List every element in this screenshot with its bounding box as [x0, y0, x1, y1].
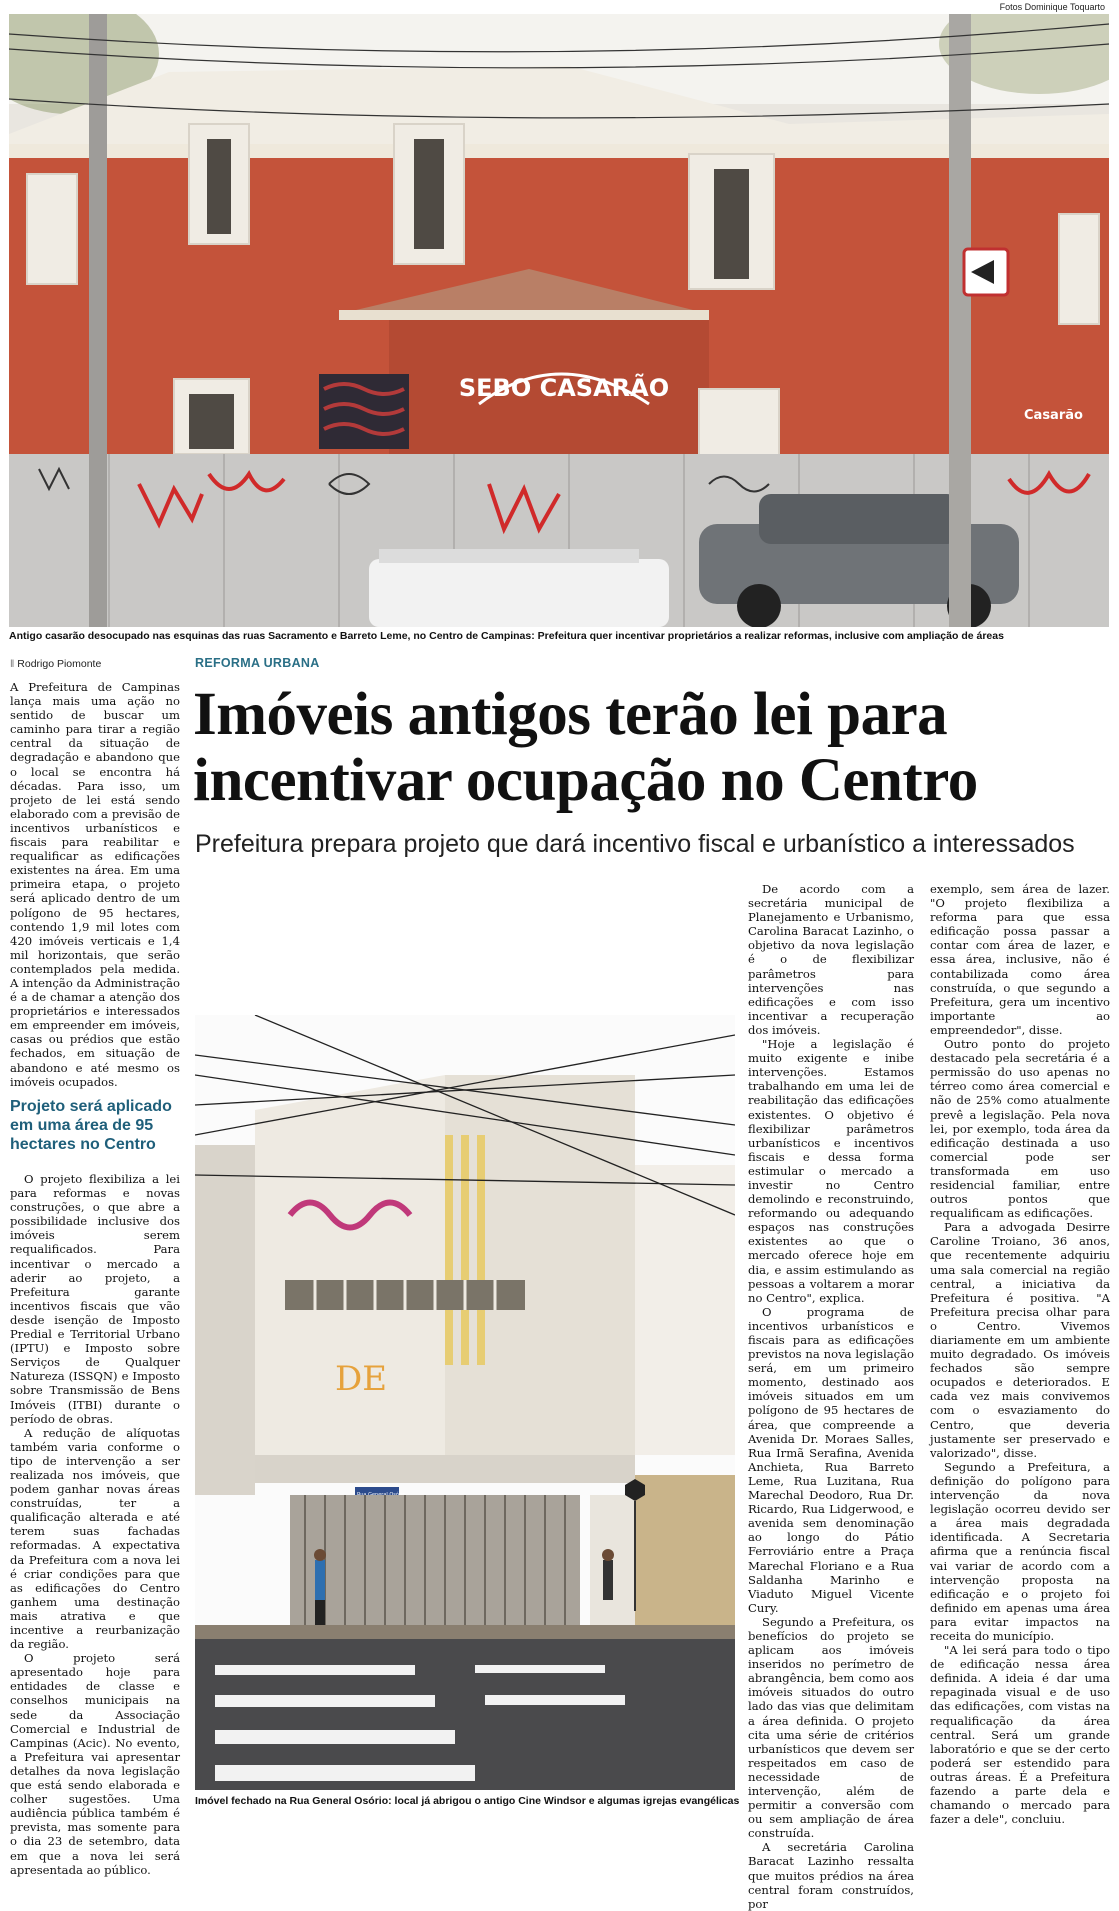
paragraph: Outro ponto do projeto destacado pela secretária é a permissão do uso apenas no térreo como área comercial e não de 25% como atualmente prevê a legislação. Pela nova lei, por exemplo, toda área da edificação destinada a uso comercial pode ser transformada em uso residencial familiar, entre outros pontos que requalificam as edificações. [930, 1037, 1110, 1221]
byline-marker: ‖ [10, 658, 18, 670]
de-letters: DE [335, 1359, 388, 1399]
paragraph: O projeto será apresentado hoje para entidades de classe e conselhos municipais na sede da Associação Comercial e Industrial de Campinas (Acic). No evento, a Prefeitura vai apresentar detalhes da nova legislação que está sendo elaborada e colher sugestões. Uma audiência pública também é prevista, mas somente para o dia 23 de setembro, data em que a nova lei será apresentada ao público. [10, 1651, 180, 1877]
section-kicker: REFORMA URBANA [195, 656, 320, 670]
paragraph: A redução de alíquotas também varia conforme o tipo de intervenção a ser realizada nos imóveis, que podem ganhar novas áreas construídas, ter a qualificação alterada e até terem suas fachadas reformadas. A expectativa da Prefeitura com a nova lei é criar condições para que as edificações do Centro ganhem uma destinação mais atrativa e que incentive a reurbanização da região. [10, 1425, 180, 1652]
paragraph: O programa de incentivos urbanísticos e fiscais para as edificações previstos na nova legislação será, em um primeiro momento, destinado aos imóveis situados em um polígono de 95 hectares de área, que compreende a Avenida Dr. Moraes Salles, Rua Irmã Serafina, Avenida Anchieta, Rua Barreto Leme, Rua Luzitana, Rua Marechal Deodoro, Rua Dr. Ricardo, Rua Lidgerwood, e avenida sem denominação ao longo do Pátio Ferroviário entre a Praça Marechal Floriano e a Rua Saldanha Marinho e Viaduto Miguel Vicente Cury. [748, 1304, 914, 1615]
subheadline: Prefeitura prepara projeto que dará incentivo fiscal e urbanístico a interessados [195, 830, 1075, 858]
sebo-sign: SEBO CASARÃO [458, 374, 670, 402]
byline-author: Rodrigo Piomonte [17, 658, 102, 670]
paragraph: exemplo, sem área de lazer. "O projeto flexibiliza a reforma para que essa edificação possa passar a contar com área de lazer, e essa área, inclusive, não é contabilizada como área construída, o que segundo a Prefeitura, gera um incentivo importante ao empreendedor", disse. [930, 882, 1110, 1037]
bottom-photo-caption: Imóvel fechado na Rua General Osório: local já abrigou o antigo Cine Windsor e algumas igrejas evangélicas [195, 1795, 740, 1807]
photo-credit: Fotos Dominique Toquarto [999, 2, 1105, 12]
paragraph: Segundo a Prefeitura, a definição do polígono para intervenção da nova legislação ocorreu devido ser a área mais degradada identificada. A Secretaria afirma que a renúncia fiscal vai variar de acordo com a intervenção proposta na edificação e o projeto foi definido em apenas uma área para evitar impactos na receita do município. [930, 1459, 1110, 1643]
top-photo-caption: Antigo casarão desocupado nas esquinas das ruas Sacramento e Barreto Leme, no Centro de Campinas: Prefeitura quer incentivar proprietários a realizar reformas, inclusive com ampliação de áreas [9, 630, 1004, 642]
paragraph: Segundo a Prefeitura, os benefícios do projeto se aplicam aos imóveis inseridos no perímetro de abrangência, bem como aos imóveis situados do outro lado das vias que delimitam a área definida. O projeto cita uma série de critérios urbanísticos que devem ser respeitados em caso de necessidade de intervenção, além de permitir a conversão com ou sem ampliação de área construída. [748, 1614, 914, 1841]
paragraph: Para a advogada Desirre Caroline Troiano, 36 anos, que recentemente adquiriu uma sala comercial na região central, a iniciativa da Prefeitura é positiva. "A Prefeitura precisa olhar para o Centro. Vivemos diariamente em um ambiente muito degradado. Os imóveis fechados são sempre ocupados e deteriorados. E cada vez mais convivemos com o esvaziamento do Centro, que deveria justamente ser preservado e valorizado", disse. [930, 1220, 1110, 1460]
paragraph: O projeto flexibiliza a lei para reformas e novas construções, o que abre a possibilidade inclusive dos imóveis serem requalificados. Para incentivar o mercado a aderir ao projeto, a Prefeitura garante incentivos fiscais que vão desde isenção de Imposto Predial e Territorial Urbano (IPTU) e Imposto sobre Serviços de Qualquer Natureza (ISSQN) e Imposto sobre Transmissão de Bens Imóveis (ITBI) durante o período de obras. [10, 1172, 180, 1426]
headline: Imóveis antigos terão lei para incentivar ocupação no Centro [193, 681, 978, 814]
column-1-top [10, 680, 180, 1089]
top-photo [9, 14, 1109, 627]
column-1-bottom [10, 1172, 180, 1877]
casarao-store-sign: Casarão [1024, 408, 1083, 423]
paragraph: "Hoje a legislação é muito exigente e inibe intervenções. Estamos trabalhando em uma lei de reabilitação das edificações existentes. O objetivo é flexibilizar parâmetros urbanísticos e incentivos fiscais e dessa forma estimular o mercado a investir no Centro demolindo e reconstruindo, reformando ou adequando espaços nas construções existentes ao que o mercado oferece hoje em dia, e assim estimulando as pessoas a voltarem a morar no Centro", explica. [748, 1037, 914, 1305]
paragraph: "A lei será para todo o tipo de edificação nessa área definida. A ideia é dar uma repaginada visual e de uso das edificações, com vistas na requalificação da área central. Será um grande laboratório e que se der certo poderá ser estendido para outras áreas. É a Prefeitura fazendo a parte dela e chamando o mercado para fazer a dele", concluiu. [930, 1643, 1110, 1827]
column-3 [748, 882, 914, 1911]
paragraph: De acordo com a secretária municipal de Planejamento e Urbanismo, Carolina Baracat Lazinho, o objetivo da nova legislação é o de flexibilizar parâmetros para intervenções nas edificações e com isso incentivar a recuperação dos imóveis. [748, 882, 914, 1037]
intertitle: Projeto será aplicado em uma área de 95 hectares no Centro [10, 1098, 172, 1153]
bottom-photo [195, 1015, 735, 1790]
byline [10, 658, 101, 670]
paragraph: A Prefeitura de Campinas lança mais uma ação no sentido de buscar um caminho para tirar a região central da situação de degradação e abandono que o local se encontra há décadas. Para isso, um projeto de lei está sendo elaborado com a previsão de incentivos urbanísticos e fiscais para reabilitar e requalificar as edificações existentes na área. Em uma primeira etapa, o projeto será aplicado dentro de um polígono de 95 hectares, contendo 1,9 mil lotes com 420 imóveis verticais e 1,4 mil horizontais, que serão contemplados pela medida. A intenção da Administração é a de chamar a atenção dos proprietários e interessados em empreender em imóveis, casas ou prédios que estão fechados, em situação de abandono e até mesmo os imóveis ocupados. [10, 680, 180, 1089]
column-4 [930, 882, 1110, 1826]
paragraph: A secretária Carolina Baracat Lazinho ressalta que muitos prédios na área central foram construídos, por [748, 1840, 914, 1911]
